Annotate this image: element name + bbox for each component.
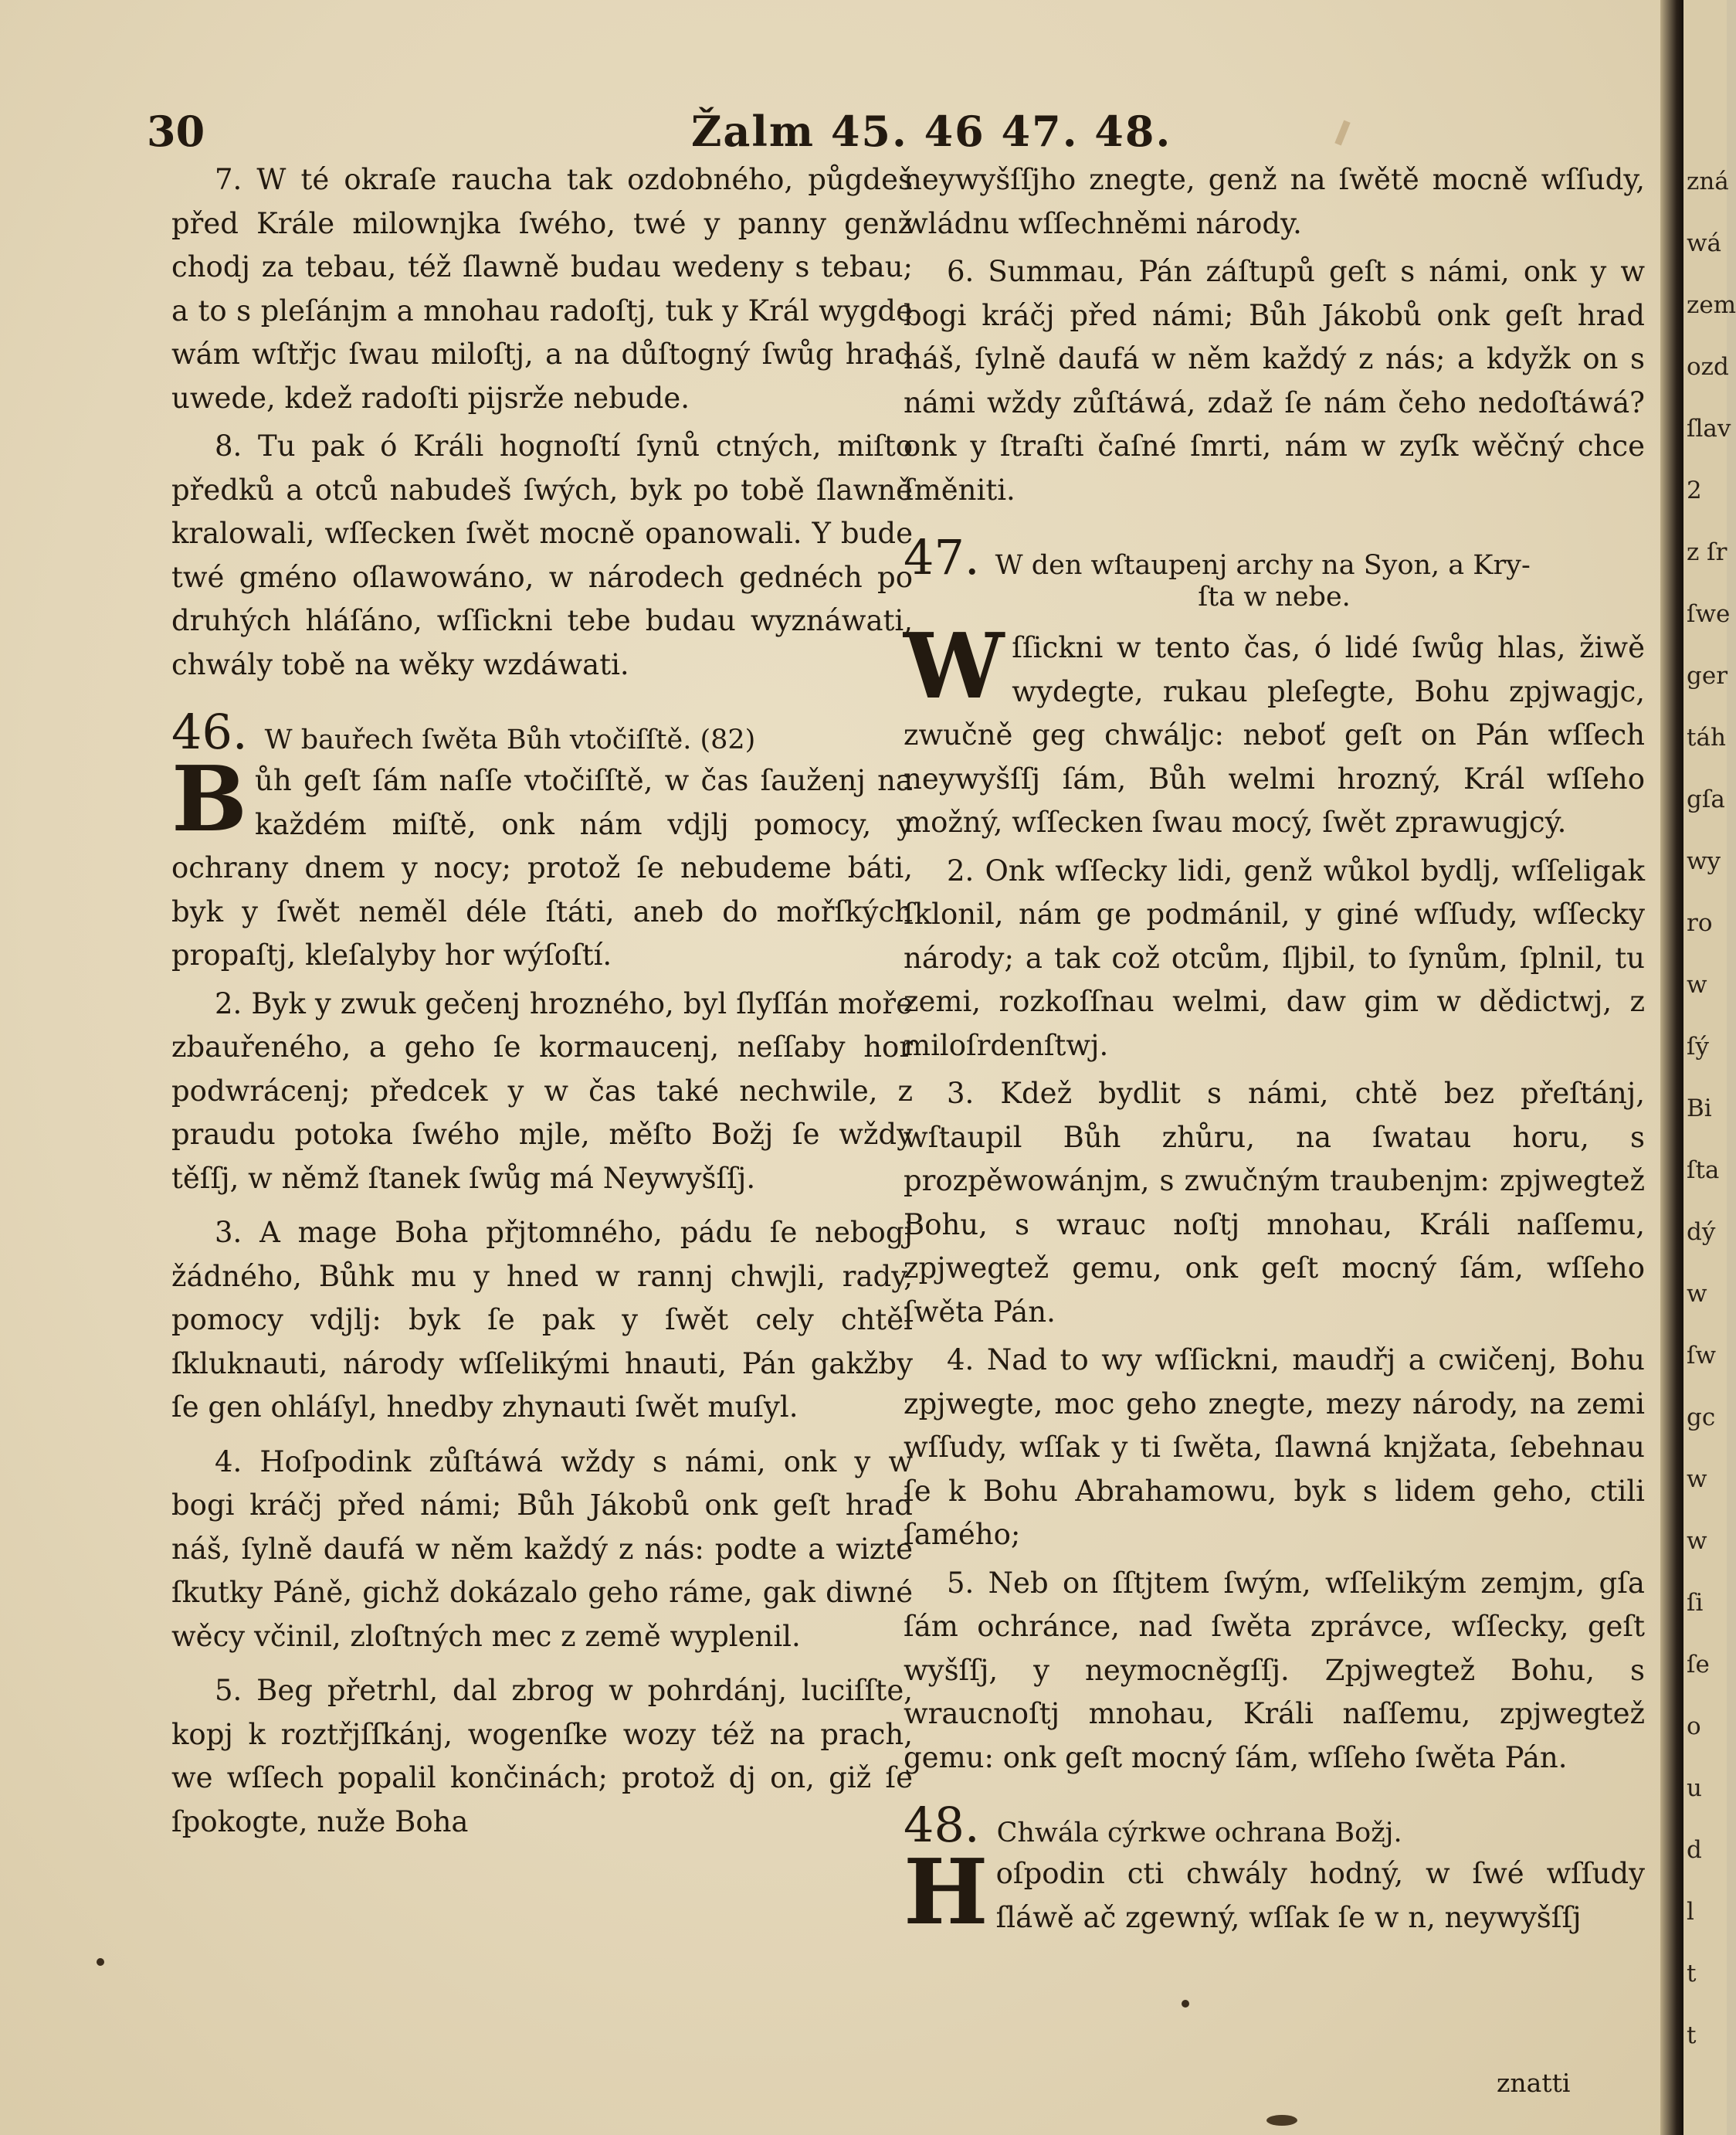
next-page-fragment: u [1687,1774,1702,1802]
psalm46-verse1-text: ůh geſt ſám naſſe vtočiſſtě, w čas ſauženj na každém miſtě, onk nám vdjlj pomocy, y ochrany dnem y nocy; protož ſe nebudeme báti, byk y ſwět neměl déle ſtáti, aneb do mořſkých propaſtj, kleſalyby hor wýſoſtí. [171,764,913,972]
psalm47-verse1 [904,614,1645,845]
next-page-fragment: wy [1687,847,1721,875]
next-page-fragment: 2 [1687,477,1702,504]
next-page-fragment: w [1687,971,1707,999]
psalm47-number: 47. [904,529,980,586]
psalm45-verse8: 8. Tu pak ó Králi hognoſtí ſynů ctných, miſto předků a otců nabudeš ſwých, byk po tobě ſlawně kralowali, wſſecken ſwět mocně opanowali. Y bude twé gméno oſlawowáno, w národech gednéch po druhých hláſáno, wſſickni tebe budau wyznáwati, chwály tobě na wěky wzdáwati. [171,429,913,681]
page-number: 30 [147,107,205,156]
next-page-fragment: t [1687,1960,1697,1987]
right-column [904,158,1645,2028]
running-title: Žalm 45. 46 47. 48. [691,107,1172,156]
psalm48-number: 48. [904,1797,980,1853]
next-page-fragment: t [1687,2021,1697,2049]
psalm47-title-line1: W den wſtaupenj archy na Syon, a Kry‑ [995,550,1531,581]
psalm47-initial: W [904,614,1005,719]
psalm47-heading [904,531,1645,613]
next-page-fragment: w [1687,1465,1707,1493]
next-page-fragment: gc [1687,1404,1716,1431]
speck [1266,2115,1297,2126]
next-page-fragment: ger [1687,662,1728,690]
psalm46-number: 46. [171,704,248,760]
psalm48-verse1 [904,1840,1645,1945]
next-page-fragment: ſlav [1687,415,1731,443]
psalm46-verse1 [171,747,913,978]
next-page-fragment: ſta [1687,1156,1720,1184]
book-gutter [1660,0,1683,2135]
ink-mark [1334,120,1350,145]
psalm47-verse5: 5. Neb on ſſtjtem ſwým, wſſelikým zemjm, gſa ſám ochránce, nad ſwěta zprávce, wſſecky, geſt wyšſſj, y neymocněgſſj. Zpjwegtež Bohu, s wraucnoſtj mnohau, Králi naſſemu, zpjwegtež gemu: onk geſt mocný ſám, wſſeho ſwěta Pán. [904,1566,1645,1774]
psalm46-verse6: 6. Summau, Pán záſtupů geſt s námi, onk y w bogi kráčj před námi; Bůh Jákobů onk geſt hrad náš, ſylně daufá w něm každý z nás; a kdyžk on s námi wždy zůſtáwá, zdaž ſe nám čeho nedoſtáwá? onk y ſtraſti čaſné ſmrti, nám w zyſk wěčný chce ſměniti. [904,255,1645,507]
next-page-fragment: w [1687,1280,1707,1308]
next-page-fragment: d [1687,1836,1702,1864]
next-page-fragment: w [1687,1527,1707,1555]
left-column [171,158,913,2028]
psalm48-verse1-text: oſpodin cti chwály hodný, w ſwé wſſudy ſláwě ač zgewný, wſſak ſe w n, neywyšſſj [995,1857,1645,1934]
next-page-fragment: dý [1687,1218,1716,1246]
psalm46-verse4: 4. Hoſpodink zůſtáwá wždy s námi, onk y w bogi kráčj před námi; Bůh Jákobů onk geſt hrad náš, ſylně daufá w něm každý z nás: podte a wizte ſkutky Páně, gichž dokázalo geho ráme, gak diwné wěcy včinil, zloſtných mec z země wyplenil. [171,1444,913,1653]
next-page-fragment: ſe [1687,1651,1710,1678]
psalm48-title: Chwála cýrkwe ochrana Božj. [996,1818,1402,1848]
psalm46-verse5-continued: neywyšſſjho znegte, genž na ſwětě mocně wſſudy, wládnu wſſechněmi národy. [904,163,1645,240]
next-page-fragment: gſa [1687,786,1725,813]
next-page-fragment: ſwe [1687,600,1731,628]
psalm46-verse2: 2. Byk y zwuk gečenj hrozného, byl ſlyſſán moře zbauřeného, a geho ſe kormaucenj, neſſaby hor podwrácenj; předcek y w čas také nechwile, z praudu potoka ſwého mjle, měſto Božj ſe wždy těſſj, w němž ſtanek ſwůg má Neywyšſſj. [171,986,913,1195]
next-page-fragment: ro [1687,909,1713,937]
next-page-fragment: o [1687,1712,1701,1740]
speck [97,1958,104,1966]
next-page-edge [1683,0,1736,2135]
next-page-fragment: ſw [1687,1342,1717,1370]
psalm46-heading [171,705,913,759]
psalm47-verse3: 3. Kdež bydlit s námi, chtě bez přeſtánj, wſtaupil Bůh zhůru, na ſwatau horu, s prozpěwowánjm, s zwučným traubenjm: zpjwegtež Bohu, s wrauc noſtj mnohau, Králi naſſemu, zpjwegtež gemu, onk geſt mocný ſám, wſſeho ſwěta Pán. [904,1077,1645,1329]
next-page-fragment: l [1687,1898,1694,1926]
psalm48-heading [904,1798,1645,1852]
psalm46-initial: B [171,747,248,852]
psalm48-initial: H [904,1840,988,1945]
next-page-fragment: táh [1687,724,1726,752]
next-page-fragment: ozd [1687,353,1729,381]
next-page-fragment: wá [1687,229,1722,257]
psalm47-verse1-text: ſſickni w tento čas, ó lidé ſwůg hlas, žiwě wydegte, rukau pleſegte, Bohu zpjwagjc, zwučně geg chwáljc: neboť geſt on Pán wſſech neywyšſſj ſám, Bůh welmi hrozný, Král wſſeho možný, wſſecken ſwau mocý, ſwět zprawugjcý. [904,631,1645,839]
next-page-fragment: zem [1687,291,1736,319]
psalm45-verse7: 7. W té okraſe raucha tak ozdobného, půgdeš před Krále milownjka ſwého, twé y panny genž chodj za tebau, též ſlawně budau wedeny s tebau; a to s pleſánjm a mnohau radoſtj, tuk y Král wygde wám wſtřjc ſwau miloſtj, a na důſtogný ſwůg hrad uwede, kdež radoſti pijsrže nebude. [171,163,913,415]
psalm46-verse5: 5. Beg přetrhl, dal zbrog w pohrdánj, luciſſte, kopj k roztřjſſkánj, wogenſke wozy též na prach, we wſſech popalil končinách; protož dj on, giž ſe ſpokogte, nuže Boha [171,1674,913,1838]
next-page-fragment: zná [1687,168,1729,195]
next-page-fragment: ſý [1687,1033,1709,1061]
psalm47-verse4: 4. Nad to wy wſſickni, maudřj a cwičenj, Bohu zpjwegte, moc geho znegte, mezy národy, na zemi wſſudy, wſſak y ti ſwěta, ſlawná knjžata, ſebehnau ſe k Bohu Abrahamowu, byk s lidem geho, ctili ſamého; [904,1343,1645,1551]
next-page-fragment: z ſr [1687,538,1728,566]
psalm47-title-line2: ſta w nebe. [1198,582,1351,613]
catchword: znatti [1497,2068,1571,2098]
next-page-fragment: Bi [1687,1095,1712,1122]
next-page-fragment: ſi [1687,1589,1704,1617]
psalm46-title: W bauřech ſwěta Bůh vtočiſſtě. (82) [264,725,756,755]
psalm46-verse3: 3. A mage Boha přjtomného, pádu ſe nebogj žádného, Bůhk mu y hned w rannj chwjli, rady, pomocy vdjlj: byk ſe pak y ſwět cely chtěl ſkluknauti, národy wſſelikými hnauti, Pán gakžby ſe gen ohláſyl, hnedby zhynauti ſwět muſyl. [171,1216,913,1424]
psalm47-verse2: 2. Onk wſſecky lidi, genž wůkol bydlj, wſſeligak ſklonil, nám ge podmánil, y giné wſſudy, wſſecky národy; a tak což otcům, ſljbil, to ſynům, ſplnil, tu zemi, rozkoſſnau welmi, daw gim w dědictwj, z miloſrdenſtwj. [904,854,1645,1062]
